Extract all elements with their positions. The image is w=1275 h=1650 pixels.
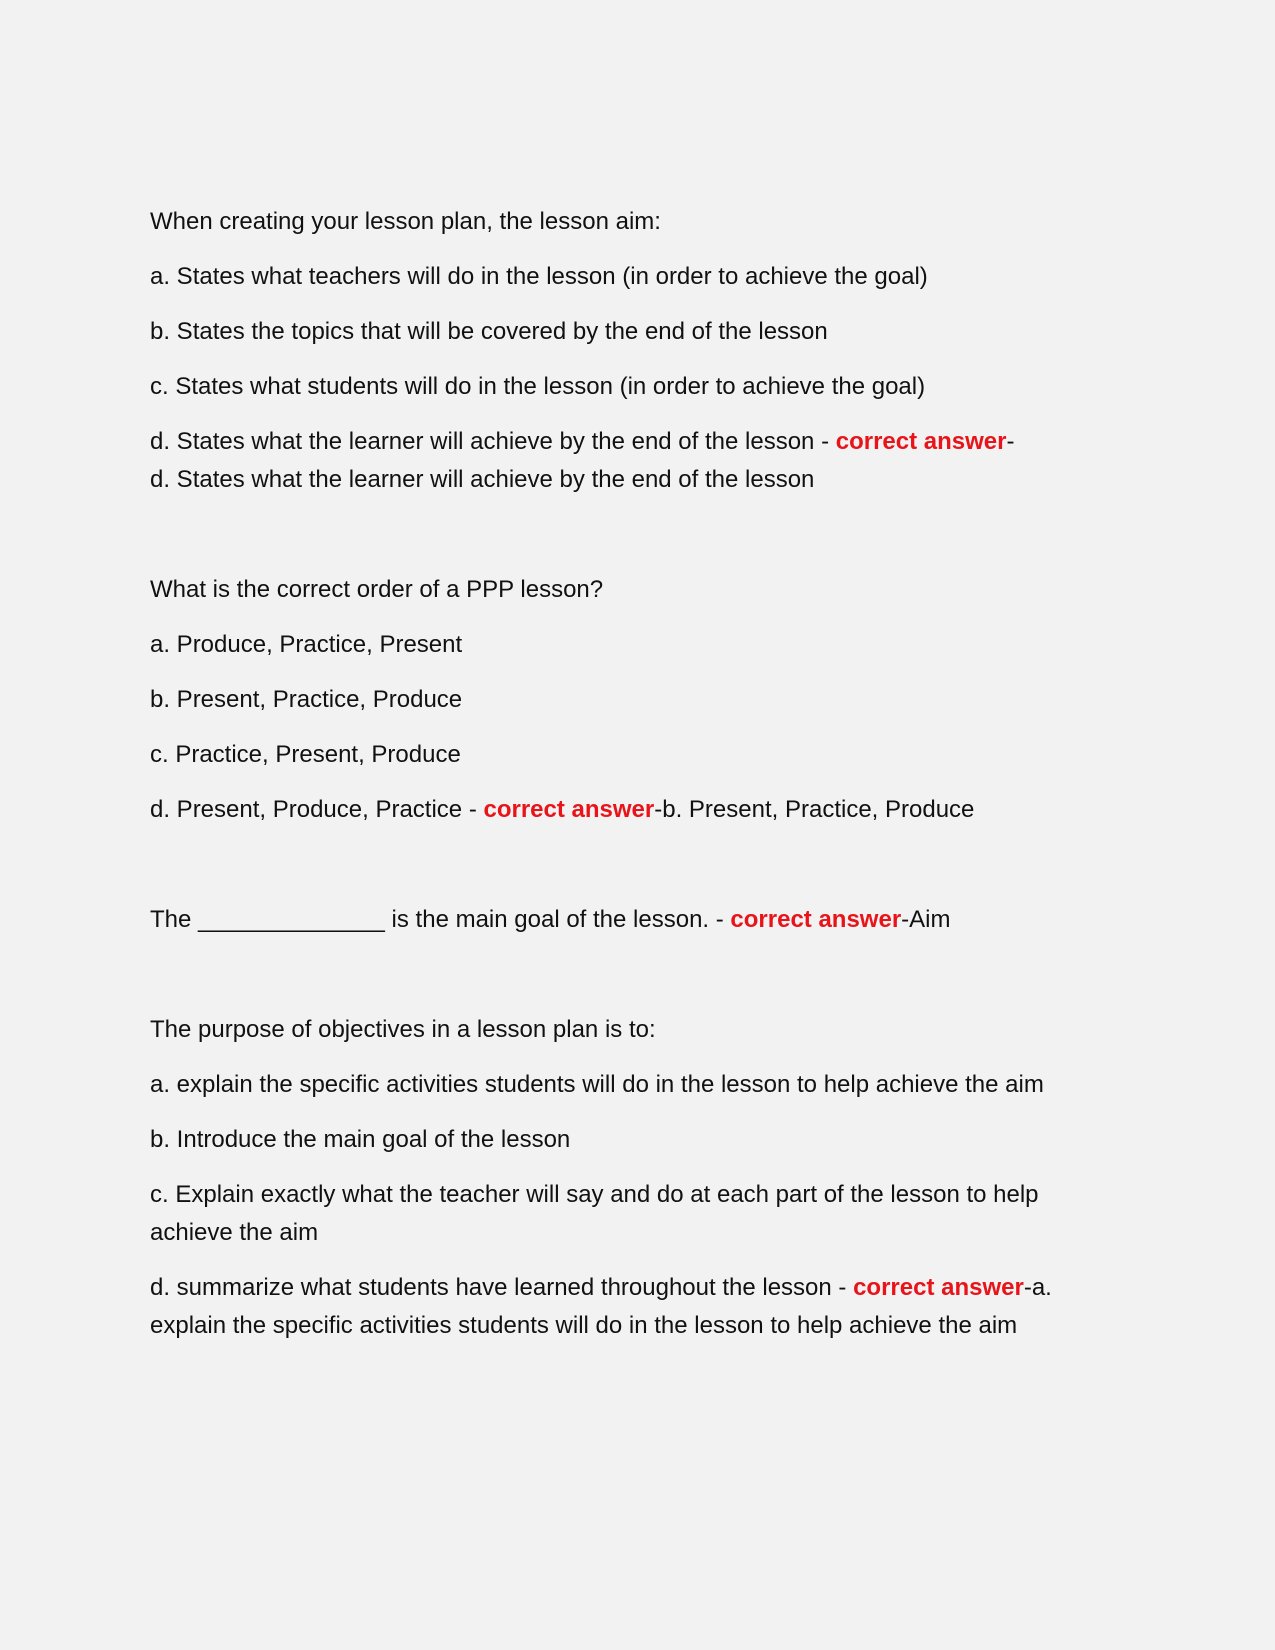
question-4-option-a: a. explain the specific activities students will do in the lesson to help achieve the aim (150, 1071, 1044, 1098)
question-3 (150, 901, 1110, 939)
question-3-text (150, 901, 1110, 939)
spacer (150, 939, 1110, 1011)
correct-answer-label: correct answer (835, 428, 1007, 455)
correct-answer-label: correct answer (730, 906, 902, 933)
question-2 (150, 571, 1110, 829)
question-4-answer: -a. explain the specific activities students will do in the lesson to help achieve the aim (150, 1274, 1052, 1339)
question-2-option-c: c. Practice, Present, Produce (150, 741, 461, 768)
correct-answer-label: correct answer (483, 796, 655, 823)
correct-answer-label: correct answer (853, 1274, 1024, 1301)
question-1 (150, 203, 1110, 499)
question-1-option-a: a. States what teachers will do in the lesson (in order to achieve the goal) (150, 263, 928, 290)
question-2-answer: -b. Present, Practice, Produce (654, 796, 975, 823)
question-4-text: The purpose of objectives in a lesson plan is to: (150, 1016, 656, 1043)
question-4-option-d (150, 1269, 1110, 1345)
question-1-option-d-text: d. States what the learner will achieve by the end of the lesson - (150, 428, 836, 455)
question-1-option-b: b. States the topics that will be covered by the end of the lesson (150, 318, 828, 345)
question-2-option-a: a. Produce, Practice, Present (150, 631, 463, 658)
question-1-answer: d. States what the learner will achieve by the end of the lesson (150, 466, 815, 493)
answer-prefix: - (1006, 428, 1015, 455)
question-2-option-b: b. Present, Practice, Produce (150, 686, 463, 713)
question-3-stem: The ______________ is the main goal of the lesson. - (150, 906, 731, 933)
question-1-option-d (150, 423, 1110, 499)
question-4-option-c: c. Explain exactly what the teacher will say and do at each part of the lesson to help achieve the aim (150, 1181, 1039, 1246)
question-4-option-b: b. Introduce the main goal of the lesson (150, 1126, 571, 1153)
document-page (150, 203, 1110, 1345)
question-4-option-d-text: d. summarize what students have learned throughout the lesson - (150, 1274, 854, 1301)
question-3-answer: -Aim (901, 906, 951, 933)
spacer (150, 829, 1110, 901)
question-1-option-c: c. States what students will do in the lesson (in order to achieve the goal) (150, 373, 926, 400)
spacer (150, 499, 1110, 571)
question-2-option-d (150, 791, 1110, 829)
question-2-text: What is the correct order of a PPP lesson? (150, 576, 604, 603)
question-4 (150, 1011, 1110, 1345)
question-1-text: When creating your lesson plan, the lesson aim: (150, 208, 661, 235)
question-2-option-d-text: d. Present, Produce, Practice - (150, 796, 484, 823)
